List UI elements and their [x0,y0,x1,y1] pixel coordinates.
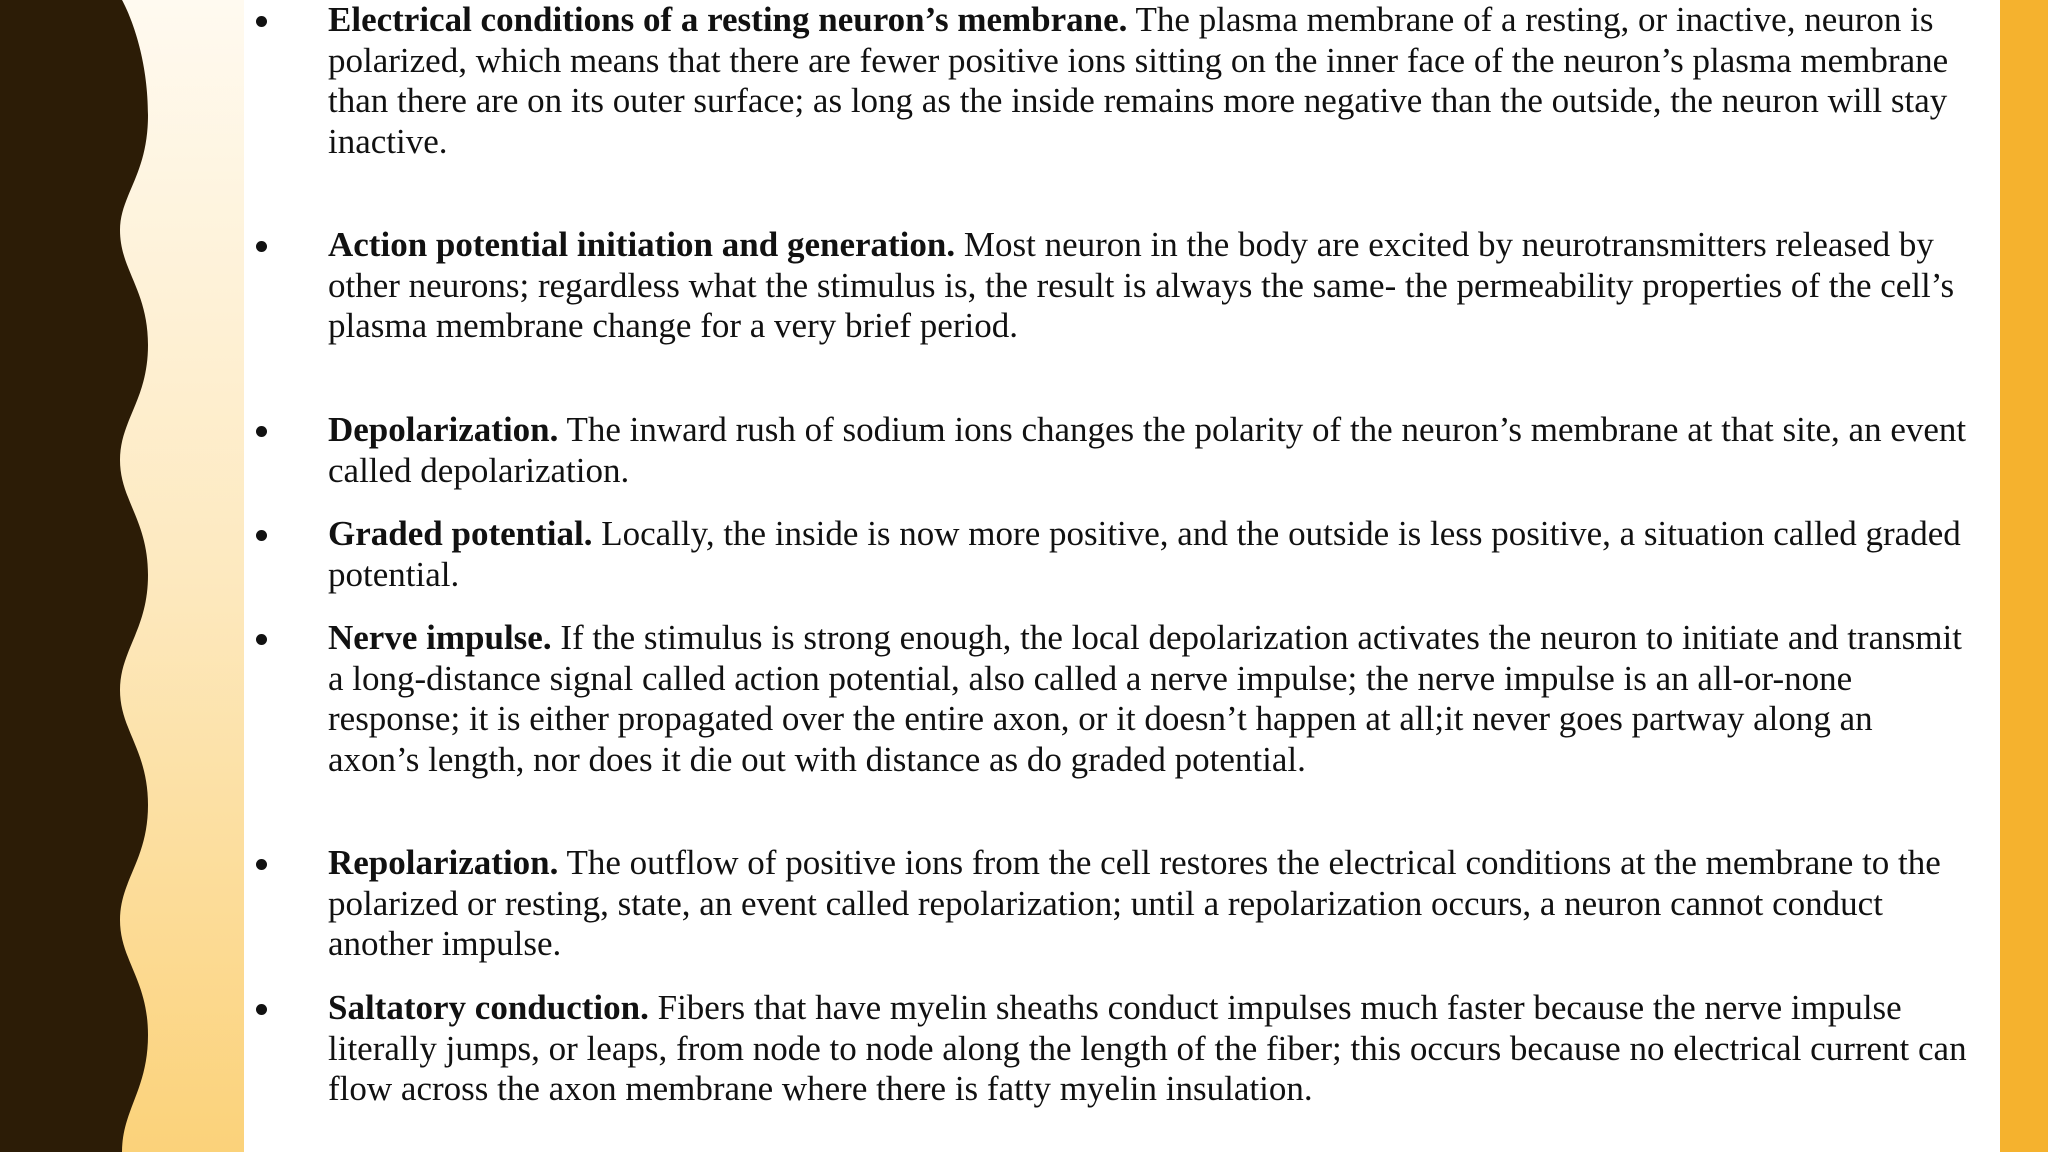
bullet-term: Depolarization. [328,410,559,449]
slide-content [244,0,1968,1152]
bullet-dot-icon [256,16,267,27]
bullet-term: Nerve impulse. [328,618,552,657]
bullet-term: Graded potential. [328,514,593,553]
bullet-dot-icon [256,426,267,437]
bullet-text: The plasma membrane of a resting, or inactive, neuron is polarized, which means that there are fewer positive ions sitting on the inner face of the neuron’s plasma membrane than there are on its outer surface; as long as the inside remains more negative than the outside, the neuron will stay inactive. [328,0,1949,161]
bullet-term: Repolarization. [328,843,559,882]
list-item [244,225,1968,347]
bullet-text: Fibers that have myelin sheaths conduct impulses much faster because the nerve impulse literally jumps, or leaps, from node to node along the length of the fiber; this occurs because no electrical current can flow across the axon membrane where there is fatty myelin insulation. [328,988,1967,1108]
bullet-text: If the stimulus is strong enough, the local depolarization activates the neuron to initiate and transmit a long-distance signal called action potential, also called a nerve impulse; the nerve impulse is an all-or-none response; it is either propagated over the entire axon, or it doesn’t happen at all;it never goes partway along an axon’s length, nor does it die out with distance as do graded potential. [328,618,1962,779]
list-item [244,514,1968,595]
bullet-text: Locally, the inside is now more positive, and the outside is less positive, a situation called graded potential. [328,514,1961,594]
bullet-term: Action potential initiation and generation. [328,225,956,264]
bullet-text: Most neuron in the body are excited by neurotransmitters released by other neurons; regardless what the stimulus is, the result is always the same- the permeability properties of the cell’s plasma membrane change for a very brief period. [328,225,1955,345]
list-item [244,410,1968,491]
list-item [244,988,1968,1110]
list-item [244,843,1968,965]
bullet-term: Electrical conditions of a resting neuron’s membrane. [328,0,1128,39]
bullet-term: Saltatory conduction. [328,988,649,1027]
list-item [244,0,1968,162]
bullet-dot-icon [256,634,267,645]
list-item [244,618,1968,780]
bullet-dot-icon [256,530,267,541]
bullet-dot-icon [256,1004,267,1015]
bullet-dot-icon [256,241,267,252]
bullet-text: The inward rush of sodium ions changes the polarity of the neuron’s membrane at that site, an event called depolarization. [328,410,1967,490]
bullet-dot-icon [256,859,267,870]
wavy-left-border [0,0,260,1152]
bullet-text: The outflow of positive ions from the cell restores the electrical conditions at the membrane to the polarized or resting, state, an event called repolarization; until a repolarization occurs, a neuron cannot conduct another impulse. [328,843,1941,963]
dark-wavy-band [0,0,148,1152]
right-accent-bar [2000,0,2048,1152]
